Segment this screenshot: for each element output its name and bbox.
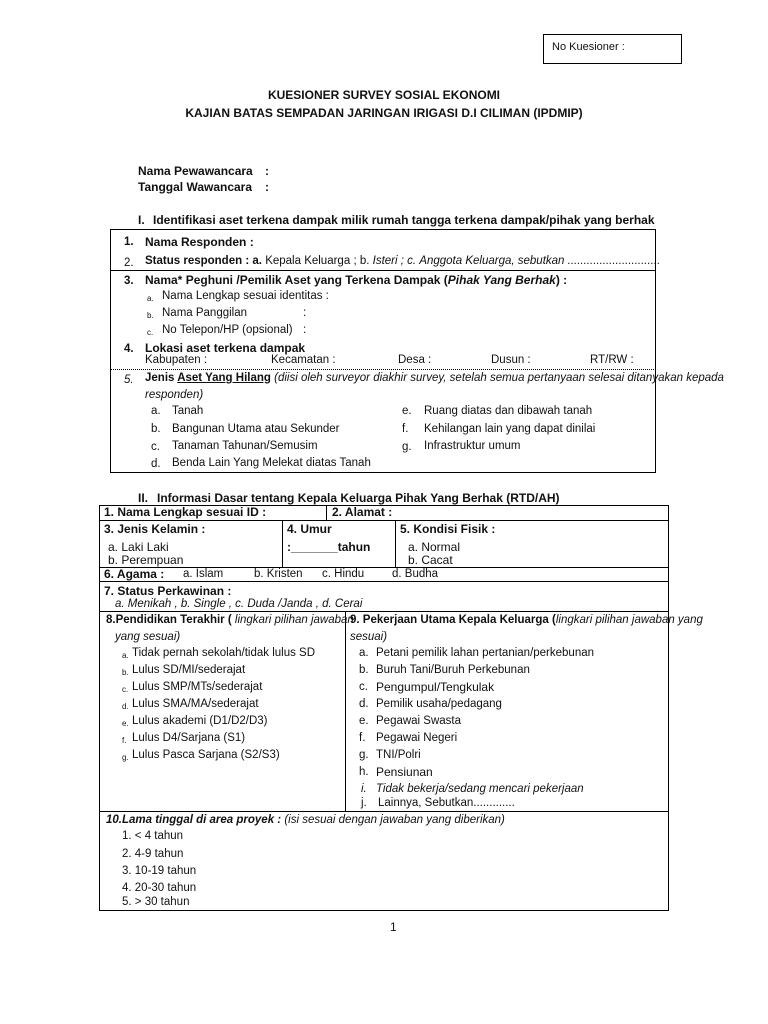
s2-q9-item-letter: d.	[359, 698, 369, 710]
divider	[99, 611, 669, 612]
s2-q8-item-text[interactable]: Lulus Pasca Sarjana (S2/S3)	[132, 749, 280, 761]
interview-date-label: Tanggal Wawancara	[138, 180, 253, 194]
s2-q9-item-letter: b.	[359, 664, 369, 676]
s2-q9-note-continued: sesuai)	[350, 631, 388, 643]
s2-q9-item-letter: f.	[359, 732, 366, 744]
divider	[99, 520, 669, 521]
q4-location-label: Lokasi aset terkena dampak	[145, 341, 306, 355]
q3-item-letter: b.	[147, 311, 154, 320]
q3-item-colon: :	[303, 307, 307, 319]
q5-item-text: Infrastruktur umum	[424, 440, 521, 452]
q2-number: 2.	[124, 257, 134, 269]
s2-q1-full-name-label: 1. Nama Lengkap sesuai ID :	[104, 505, 267, 519]
s2-q9-item-text[interactable]: Petani pemilik lahan pertanian/perkebunan	[376, 647, 595, 659]
q3-item-text: No Telepon/HP (opsional)	[162, 324, 293, 336]
s2-q9-item-letter: a.	[359, 647, 369, 659]
s2-q8-item-text[interactable]: Lulus SD/MI/sederajat	[132, 664, 246, 676]
s2-q8-education-label: 8.Pendidikan Terakhir ( lingkari pilihan jawaban	[106, 614, 354, 626]
s2-q8-item-letter: d.	[122, 702, 129, 711]
q5-number: 5.	[124, 374, 134, 386]
section-2-title: Informasi Dasar tentang Kepala Keluarga Pihak Yang Berhak (RTD/AH)	[157, 491, 560, 505]
divider	[110, 369, 656, 370]
q5-item-letter: c.	[151, 441, 160, 453]
s2-q9-item-text[interactable]: TNI/Polri	[376, 749, 421, 761]
s2-q6-option-kristen[interactable]: b. Kristen	[254, 568, 303, 580]
s2-q10-option[interactable]: 2. 4-9 tahun	[122, 848, 184, 860]
s2-q9-item-letter: i.	[361, 783, 367, 795]
s2-q8-item-letter: f.	[122, 736, 127, 745]
q5-item-text: Tanah	[172, 405, 204, 417]
s2-q9-item-text[interactable]: Buruh Tani/Buruh Perkebunan	[376, 664, 530, 676]
s2-q10-option[interactable]: 4. 20-30 tahun	[122, 882, 197, 894]
s2-q8-item-text[interactable]: Lulus SMP/MTs/sederajat	[132, 681, 263, 693]
s2-q9-item-text[interactable]: Pengumpul/Tengkulak	[376, 680, 495, 694]
q5-item-letter: a.	[151, 405, 161, 417]
s2-q8-item-letter: c.	[122, 685, 129, 694]
s2-q9-item-text[interactable]: Pegawai Swasta	[376, 715, 462, 727]
s2-q8-item-letter: a.	[122, 651, 129, 660]
q3-item-text: Nama Lengkap sesuai identitas :	[162, 290, 329, 302]
s2-q8-item-letter: g.	[122, 753, 129, 762]
s2-q9-item-letter: j.	[361, 797, 367, 809]
s2-q9-item-letter: e.	[359, 715, 369, 727]
q4-rtrw: RT/RW :	[590, 354, 634, 366]
q4-desa: Desa :	[398, 354, 432, 366]
kuesioner-number-label: No Kuesioner :	[552, 41, 625, 53]
s2-q7-marital-label: 7. Status Perkawinan :	[104, 584, 232, 598]
q5-asset-type-label: Jenis Aset Yang Hilang (diisi oleh surveyor diakhir survey, setelah semua pertanyaan selesai ditanyakan kepada	[145, 372, 724, 384]
s2-q9-item-text[interactable]: Pemilik usaha/pedagang	[376, 698, 502, 710]
s2-q7-marital-options: a. Menikah , b. Single , c. Duda /Janda , d. Cerai	[115, 598, 363, 610]
s2-q10-option[interactable]: 5. > 30 tahun	[122, 896, 190, 908]
document-subtitle: KAJIAN BATAS SEMPADAN JARINGAN IRIGASI D.I CILIMAN (IPDMIP)	[185, 106, 583, 120]
s2-q10-option[interactable]: 3. 10-19 tahun	[122, 865, 197, 877]
interview-date-colon: :	[265, 180, 269, 194]
q4-kabupaten: Kabupaten :	[145, 354, 208, 366]
q5-item-letter: f.	[402, 423, 409, 435]
q3-item-text: Nama Panggilan	[162, 307, 248, 319]
divider	[326, 505, 327, 520]
s2-q5-physical-label: 5. Kondisi Fisik :	[400, 522, 496, 536]
s2-q3-gender-label: 3. Jenis Kelamin :	[104, 522, 206, 536]
q1-respondent-name-label: Nama Responden :	[145, 235, 254, 249]
q3-owner-label: Nama* Peghuni /Pemilik Aset yang Terkena Dampak (Pihak Yang Berhak) :	[145, 273, 568, 287]
q1-number: 1.	[124, 236, 134, 248]
section-1-title: Identifikasi aset terkena dampak milik rumah tangga terkena dampak/pihak yang berhak	[153, 213, 655, 227]
s2-q9-item-text[interactable]: Lainnya, Sebutkan.............	[378, 797, 515, 809]
s2-q3-option-male[interactable]: a. Laki Laki	[108, 540, 169, 554]
s2-q10-residence-label: 10.Lama tinggal di area proyek : (isi sesuai dengan jawaban yang diberikan)	[106, 814, 505, 826]
s2-q3-option-female[interactable]: b. Perempuan	[108, 553, 184, 567]
s2-q9-item-letter: g.	[359, 749, 369, 761]
q5-item-letter: g.	[402, 441, 412, 453]
q3-item-colon: :	[303, 324, 307, 336]
s2-q9-item-letter: c.	[359, 681, 368, 693]
s2-q6-option-islam[interactable]: a. Islam	[183, 568, 224, 580]
divider	[110, 270, 656, 271]
document-title: KUESIONER SURVEY SOSIAL EKONOMI	[267, 88, 501, 102]
s2-q8-item-text[interactable]: Lulus SMA/MA/sederajat	[132, 698, 259, 710]
s2-q4-age-input[interactable]: :_______tahun	[287, 540, 371, 554]
q3-item-letter: c.	[147, 328, 154, 337]
s2-q9-occupation-label: 9. Pekerjaan Utama Kepala Keluarga (lingkari pilihan jawaban yang	[350, 614, 703, 626]
q4-kecamatan: Kecamatan :	[271, 354, 336, 366]
q5-item-letter: e.	[402, 405, 412, 417]
s2-q6-option-budha[interactable]: d. Budha	[392, 568, 439, 580]
section-2-number: II.	[138, 491, 149, 505]
q5-note-continued: responden)	[145, 389, 204, 401]
divider	[99, 811, 669, 812]
s2-q2-address-label: 2. Alamat :	[332, 505, 393, 519]
interviewer-colon: :	[265, 164, 269, 178]
q3-number: 3.	[124, 275, 134, 287]
page-number: 1	[390, 920, 397, 934]
q5-item-text: Kehilangan lain yang dapat dinilai	[424, 423, 596, 435]
q5-item-text: Bangunan Utama atau Sekunder	[172, 423, 340, 435]
s2-q8-item-text[interactable]: Lulus D4/Sarjana (S1)	[132, 732, 246, 744]
s2-q8-note-continued: yang sesuai)	[115, 631, 181, 643]
s2-q8-item-text[interactable]: Lulus akademi (D1/D2/D3)	[132, 715, 268, 727]
s2-q6-option-hindu[interactable]: c. Hindu	[322, 568, 365, 580]
s2-q8-item-letter: b.	[122, 668, 129, 677]
s2-q5-option-disabled[interactable]: b. Cacat	[408, 553, 453, 567]
s2-q9-item-letter: h.	[359, 766, 369, 778]
q5-item-text: Tanaman Tahunan/Semusim	[172, 440, 318, 452]
section-1-number: I.	[138, 213, 145, 227]
q4-dusun: Dusun :	[491, 354, 531, 366]
s2-q9-item-text[interactable]: Pensiunan	[376, 765, 433, 779]
s2-q4-age-label: 4. Umur	[287, 522, 332, 536]
q2-respondent-status: Status responden : a. Kepala Keluarga ; b. Isteri ; c. Anggota Keluarga, sebutkan .............................	[145, 255, 661, 267]
divider	[395, 520, 396, 567]
s2-q5-option-normal[interactable]: a. Normal	[408, 540, 461, 554]
divider	[282, 520, 283, 567]
s2-q10-option[interactable]: 1. < 4 tahun	[122, 830, 184, 842]
divider	[99, 581, 669, 582]
s2-q9-item-text[interactable]: Tidak bekerja/sedang mencari pekerjaan	[376, 783, 584, 795]
q5-item-letter: d.	[151, 458, 161, 470]
interviewer-label: Nama Pewawancara	[138, 164, 253, 178]
q5-item-text: Ruang diatas dan dibawah tanah	[424, 405, 593, 417]
s2-q9-item-text[interactable]: Pegawai Negeri	[376, 732, 458, 744]
divider	[345, 611, 346, 811]
q3-item-letter: a.	[147, 294, 154, 303]
s2-q6-religion-label: 6. Agama :	[104, 567, 165, 581]
q4-number: 4.	[124, 343, 134, 355]
s2-q8-item-letter: e.	[122, 719, 129, 728]
s2-q8-item-text[interactable]: Tidak pernah sekolah/tidak lulus SD	[132, 647, 316, 659]
q5-item-letter: b.	[151, 423, 161, 435]
q5-item-text: Benda Lain Yang Melekat diatas Tanah	[172, 457, 371, 469]
